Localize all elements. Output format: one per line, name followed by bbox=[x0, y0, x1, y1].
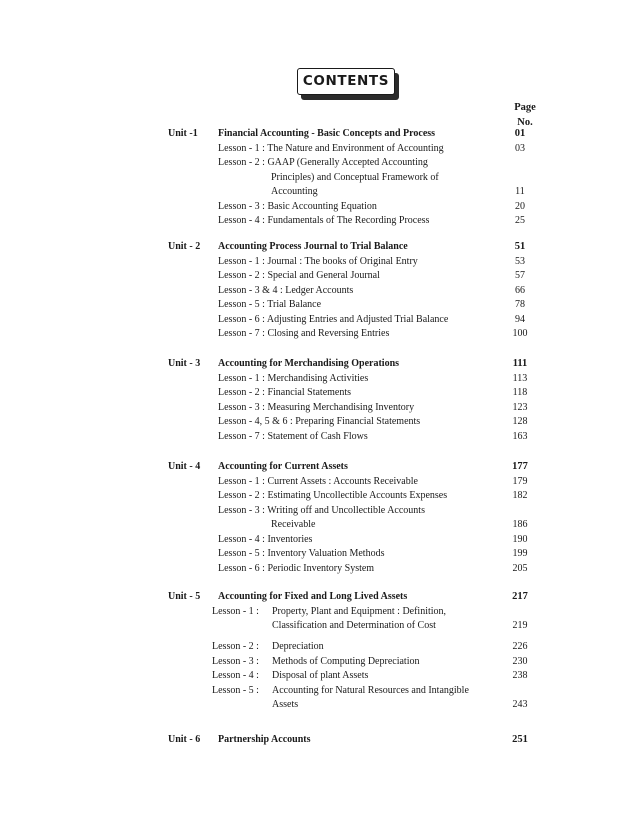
lesson-page-number: 25 bbox=[515, 215, 525, 226]
lesson-row[interactable] bbox=[0, 313, 638, 328]
lesson-page-number: 78 bbox=[515, 299, 525, 310]
unit-row[interactable] bbox=[0, 127, 638, 142]
unit-title: Accounting Process Journal to Trial Balance bbox=[218, 241, 408, 252]
lesson-page-number: 100 bbox=[512, 328, 528, 339]
lesson-page-number: 186 bbox=[512, 519, 528, 530]
lesson-title: Lesson - 3 : Measuring Merchandising Inventory bbox=[218, 401, 415, 413]
unit-block bbox=[0, 357, 638, 444]
lesson-page-number: 123 bbox=[512, 401, 528, 413]
lesson-row[interactable] bbox=[0, 605, 638, 620]
unit-row[interactable] bbox=[0, 590, 638, 605]
lesson-title: Assets bbox=[272, 699, 299, 710]
lesson-title: Lesson - 5 : Inventory Valuation Methods bbox=[218, 548, 385, 559]
lesson-row[interactable] bbox=[0, 298, 638, 313]
lesson-page-number: 219 bbox=[512, 620, 528, 631]
lesson-row[interactable] bbox=[0, 489, 638, 504]
unit-label: Unit - 2 bbox=[168, 241, 201, 252]
lesson-title: Lesson - 1 : Journal : The books of Original Entry bbox=[218, 255, 418, 267]
lesson-row[interactable] bbox=[0, 533, 638, 548]
unit-title: Accounting for Current Assets bbox=[218, 461, 348, 472]
lesson-row[interactable] bbox=[0, 200, 638, 215]
unit-page-number: 111 bbox=[512, 358, 528, 369]
unit-block bbox=[0, 733, 638, 748]
lesson-page-number: 128 bbox=[512, 416, 528, 427]
lesson-title: Lesson - 7 : Statement of Cash Flows bbox=[218, 430, 368, 442]
lesson-title: Lesson - 5 : Trial Balance bbox=[218, 299, 322, 310]
lesson-row[interactable] bbox=[0, 562, 638, 577]
unit-page-number: 51 bbox=[514, 241, 526, 252]
lesson-row[interactable] bbox=[0, 269, 638, 284]
lesson-row[interactable] bbox=[0, 386, 638, 401]
lesson-row[interactable] bbox=[0, 284, 638, 299]
lesson-row[interactable] bbox=[0, 684, 638, 699]
page-title: CONTENTS bbox=[297, 68, 395, 95]
lesson-title: Accounting bbox=[271, 186, 318, 197]
lesson-page-number: 182 bbox=[512, 490, 528, 501]
unit-page-number: 217 bbox=[512, 591, 528, 602]
lesson-row[interactable] bbox=[0, 156, 638, 171]
lesson-page-number: 57 bbox=[515, 270, 525, 281]
lesson-row[interactable] bbox=[0, 430, 638, 445]
unit-row[interactable] bbox=[0, 460, 638, 475]
unit-block bbox=[0, 240, 638, 342]
lesson-row[interactable] bbox=[0, 372, 638, 387]
lesson-title: Lesson - 6 : Periodic Inventory System bbox=[218, 562, 375, 574]
page-header-line-1: Page bbox=[514, 102, 536, 113]
lesson-row[interactable] bbox=[0, 504, 638, 519]
lesson-title: Lesson - 2 : Financial Statements bbox=[218, 387, 352, 398]
page-header-line-2: No. bbox=[517, 117, 533, 128]
lesson-title: Lesson - 3 : Writing off and Uncollectible Accounts bbox=[218, 504, 425, 516]
lesson-title: Classification and Determination of Cost bbox=[272, 620, 436, 631]
lesson-title: Property, Plant and Equipment : Definition, bbox=[272, 605, 447, 617]
lesson-page-number: 53 bbox=[515, 255, 525, 267]
unit-block bbox=[0, 460, 638, 576]
unit-title: Financial Accounting - Basic Concepts and Process bbox=[218, 128, 436, 139]
lesson-title: Disposal of plant Assets bbox=[272, 670, 369, 681]
lesson-row-continuation bbox=[0, 619, 638, 640]
lesson-row-continuation bbox=[0, 518, 638, 533]
unit-page-number: 01 bbox=[514, 128, 526, 139]
unit-label: Unit - 4 bbox=[168, 461, 201, 472]
lesson-row-continuation bbox=[0, 171, 638, 186]
lesson-title: Principles) and Conceptual Framework of bbox=[271, 171, 439, 183]
unit-block bbox=[0, 590, 638, 719]
lesson-title: Lesson - 2 : Estimating Uncollectible Accounts Expenses bbox=[218, 490, 448, 501]
lesson-row-continuation bbox=[0, 185, 638, 200]
unit-row[interactable] bbox=[0, 733, 638, 748]
lesson-number: Lesson - 1 : bbox=[212, 605, 259, 617]
lesson-row[interactable] bbox=[0, 547, 638, 562]
lesson-page-number: 66 bbox=[515, 284, 525, 296]
page-number-header bbox=[505, 100, 545, 130]
lesson-number: Lesson - 2 : bbox=[212, 641, 259, 652]
lesson-title: Lesson - 6 : Adjusting Entries and Adjusted Trial Balance bbox=[218, 313, 449, 325]
lesson-number: Lesson - 4 : bbox=[212, 670, 259, 681]
lesson-title: Lesson - 2 : GAAP (Generally Accepted Accounting bbox=[218, 157, 428, 168]
lesson-title: Lesson - 4 : Fundamentals of The Recording Process bbox=[218, 215, 430, 226]
lesson-row[interactable] bbox=[0, 475, 638, 490]
lesson-page-number: 94 bbox=[515, 313, 525, 325]
unit-block bbox=[0, 127, 638, 229]
unit-label: Unit -1 bbox=[168, 128, 198, 139]
unit-page-number: 251 bbox=[512, 734, 528, 745]
lesson-number: Lesson - 3 : bbox=[212, 655, 259, 667]
lesson-row[interactable] bbox=[0, 640, 638, 655]
lesson-row[interactable] bbox=[0, 415, 638, 430]
lesson-row-continuation bbox=[0, 698, 638, 719]
unit-title: Accounting for Fixed and Long Lived Assets bbox=[218, 591, 408, 602]
lesson-title: Lesson - 3 & 4 : Ledger Accounts bbox=[218, 284, 354, 296]
lesson-row[interactable] bbox=[0, 655, 638, 670]
lesson-row[interactable] bbox=[0, 142, 638, 157]
lesson-row[interactable] bbox=[0, 214, 638, 229]
lesson-title: Lesson - 1 : The Nature and Environment of Accounting bbox=[218, 142, 444, 154]
lesson-page-number: 226 bbox=[512, 641, 528, 652]
lesson-title: Lesson - 7 : Closing and Reversing Entries bbox=[218, 328, 390, 339]
lesson-title: Lesson - 1 : Current Assets : Accounts Receivable bbox=[218, 475, 418, 487]
lesson-title: Lesson - 2 : Special and General Journal bbox=[218, 270, 380, 281]
lesson-page-number: 20 bbox=[515, 200, 525, 212]
lesson-title: Accounting for Natural Resources and Intangible bbox=[272, 684, 469, 696]
lesson-page-number: 199 bbox=[512, 548, 528, 559]
lesson-row[interactable] bbox=[0, 255, 638, 270]
unit-label: Unit - 3 bbox=[168, 358, 201, 369]
lesson-title: Receivable bbox=[271, 519, 316, 530]
lesson-row[interactable] bbox=[0, 327, 638, 342]
unit-row[interactable] bbox=[0, 357, 638, 372]
lesson-page-number: 179 bbox=[512, 475, 528, 487]
lesson-number: Lesson - 5 : bbox=[212, 684, 259, 696]
unit-page-number: 177 bbox=[512, 461, 528, 472]
lesson-page-number: 205 bbox=[512, 562, 528, 574]
unit-label: Unit - 5 bbox=[168, 591, 201, 602]
lesson-title: Lesson - 3 : Basic Accounting Equation bbox=[218, 200, 377, 212]
lesson-page-number: 113 bbox=[512, 372, 528, 384]
lesson-page-number: 11 bbox=[515, 186, 525, 197]
unit-row[interactable] bbox=[0, 240, 638, 255]
lesson-page-number: 243 bbox=[512, 699, 528, 710]
contents-title-badge bbox=[297, 68, 401, 102]
lesson-title: Lesson - 4 : Inventories bbox=[218, 533, 313, 545]
lesson-page-number: 163 bbox=[512, 430, 528, 442]
lesson-title: Methods of Computing Depreciation bbox=[272, 655, 420, 667]
lesson-page-number: 118 bbox=[512, 387, 528, 398]
lesson-title: Depreciation bbox=[272, 641, 324, 652]
lesson-page-number: 03 bbox=[515, 142, 525, 154]
unit-title: Accounting for Merchandising Operations bbox=[218, 358, 400, 369]
lesson-row[interactable] bbox=[0, 401, 638, 416]
lesson-title: Lesson - 1 : Merchandising Activities bbox=[218, 372, 369, 384]
lesson-title: Lesson - 4, 5 & 6 : Preparing Financial Statements bbox=[218, 416, 421, 427]
lesson-row[interactable] bbox=[0, 669, 638, 684]
lesson-page-number: 190 bbox=[512, 533, 528, 545]
unit-title: Partnership Accounts bbox=[218, 734, 311, 745]
unit-label: Unit - 6 bbox=[168, 734, 201, 745]
lesson-page-number: 238 bbox=[512, 670, 528, 681]
lesson-page-number: 230 bbox=[512, 655, 528, 667]
